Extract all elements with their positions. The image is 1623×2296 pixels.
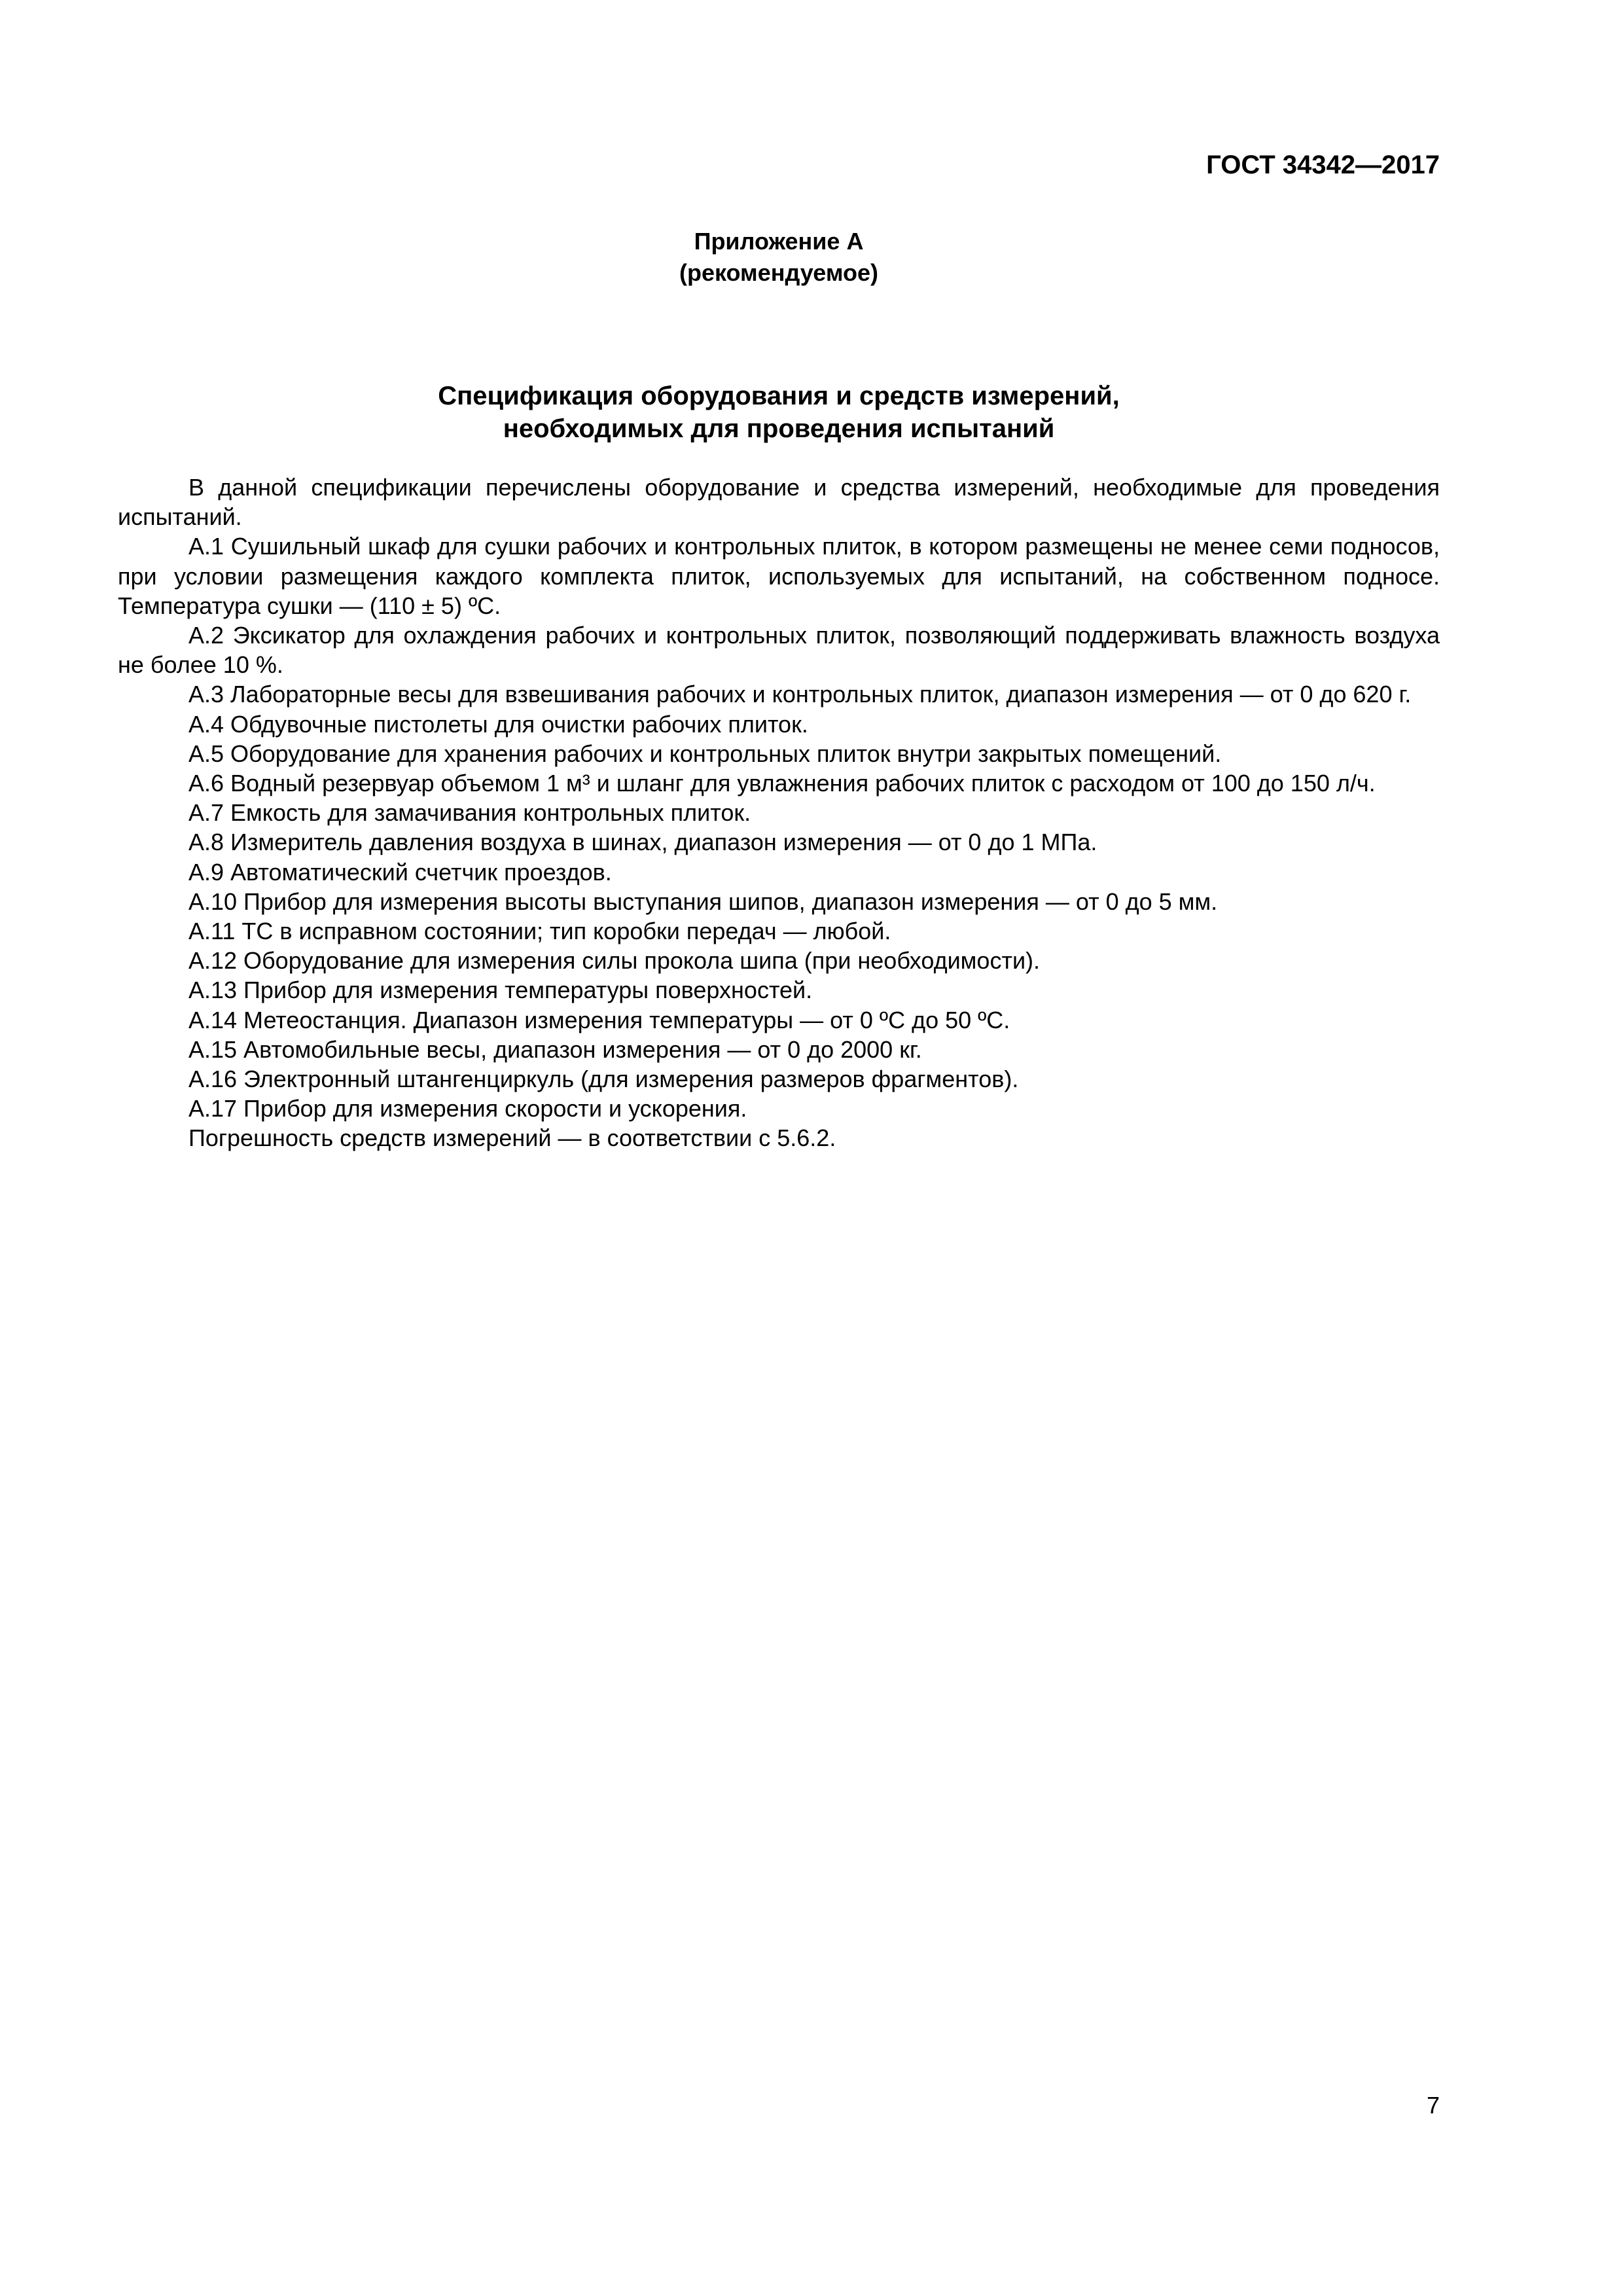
spec-item-a6: А.6 Водный резервуар объемом 1 м³ и шланг для увлажнения рабочих плиток с расходом от 100 до 150 л/ч. — [188, 770, 1376, 797]
spec-item-a9: А.9 Автоматический счетчик проездов. — [188, 858, 612, 886]
section-title-line-1: Спецификация оборудования и средств измерений, — [438, 382, 1120, 410]
spec-item-a8: А.8 Измеритель давления воздуха в шинах, диапазон измерения — от 0 до 1 МПа. — [188, 829, 1097, 856]
spec-item-a7: А.7 Емкость для замачивания контрольных плиток. — [188, 799, 751, 827]
spec-item-a11: А.11 ТС в исправном состоянии; тип коробки передач — любой. — [188, 918, 891, 945]
spec-item-a12: А.12 Оборудование для измерения силы прокола шипа (при необходимости). — [188, 947, 1041, 975]
spec-item-a17: А.17 Прибор для измерения скорости и ускорения. — [188, 1095, 747, 1122]
spec-item-a13: А.13 Прибор для измерения температуры поверхностей. — [188, 977, 813, 1004]
appendix-status: (рекомендуемое) — [679, 259, 878, 286]
specification-body — [118, 473, 1440, 1153]
appendix-title: Приложение А — [694, 228, 864, 255]
section-title-line-2: необходимых для проведения испытаний — [503, 414, 1055, 443]
appendix-heading — [118, 226, 1440, 289]
spec-item-a15: А.15 Автомобильные весы, диапазон измерения — от 0 до 2000 кг. — [188, 1035, 922, 1063]
spec-item-a14: А.14 Метеостанция. Диапазон измерения температуры — от 0 ºС до 50 ºС. — [188, 1006, 1010, 1033]
spec-item-a4: А.4 Обдувочные пистолеты для очистки рабочих плиток. — [188, 710, 808, 738]
accuracy-note: Погрешность средств измерений — в соответствии с 5.6.2. — [188, 1124, 836, 1152]
section-title — [118, 380, 1440, 445]
spec-item-a5: А.5 Оборудование для хранения рабочих и контрольных плиток внутри закрытых помещений. — [188, 740, 1222, 767]
standard-number: ГОСТ 34342—2017 — [1206, 151, 1440, 179]
intro-paragraph: В данной спецификации перечислены оборудование и средства измерений, необходимые для проведения испытаний. — [118, 474, 1440, 531]
spec-item-a16: А.16 Электронный штангенциркуль (для измерения размеров фрагментов). — [188, 1066, 1019, 1093]
spec-item-a3: А.3 Лабораторные весы для взвешивания рабочих и контрольных плиток, диапазон измерения — от 0 до 620 г. — [188, 681, 1412, 708]
spec-item-a1: А.1 Сушильный шкаф для сушки рабочих и контрольных плиток, в котором размещены не менее семи подносов, при условии размещения каждого комплекта плиток, используемых для испытаний, на собственном подносе. Температура сушки — (110 ± 5) ºС. — [118, 533, 1440, 619]
spec-item-a2: А.2 Эксикатор для охлаждения рабочих и контрольных плиток, позволяющий поддерживать влажность воздуха не более 10 %. — [118, 622, 1440, 679]
spec-item-a10: А.10 Прибор для измерения высоты выступания шипов, диапазон измерения — от 0 до 5 мм. — [188, 888, 1218, 915]
page-number: 7 — [1426, 2092, 1440, 2119]
